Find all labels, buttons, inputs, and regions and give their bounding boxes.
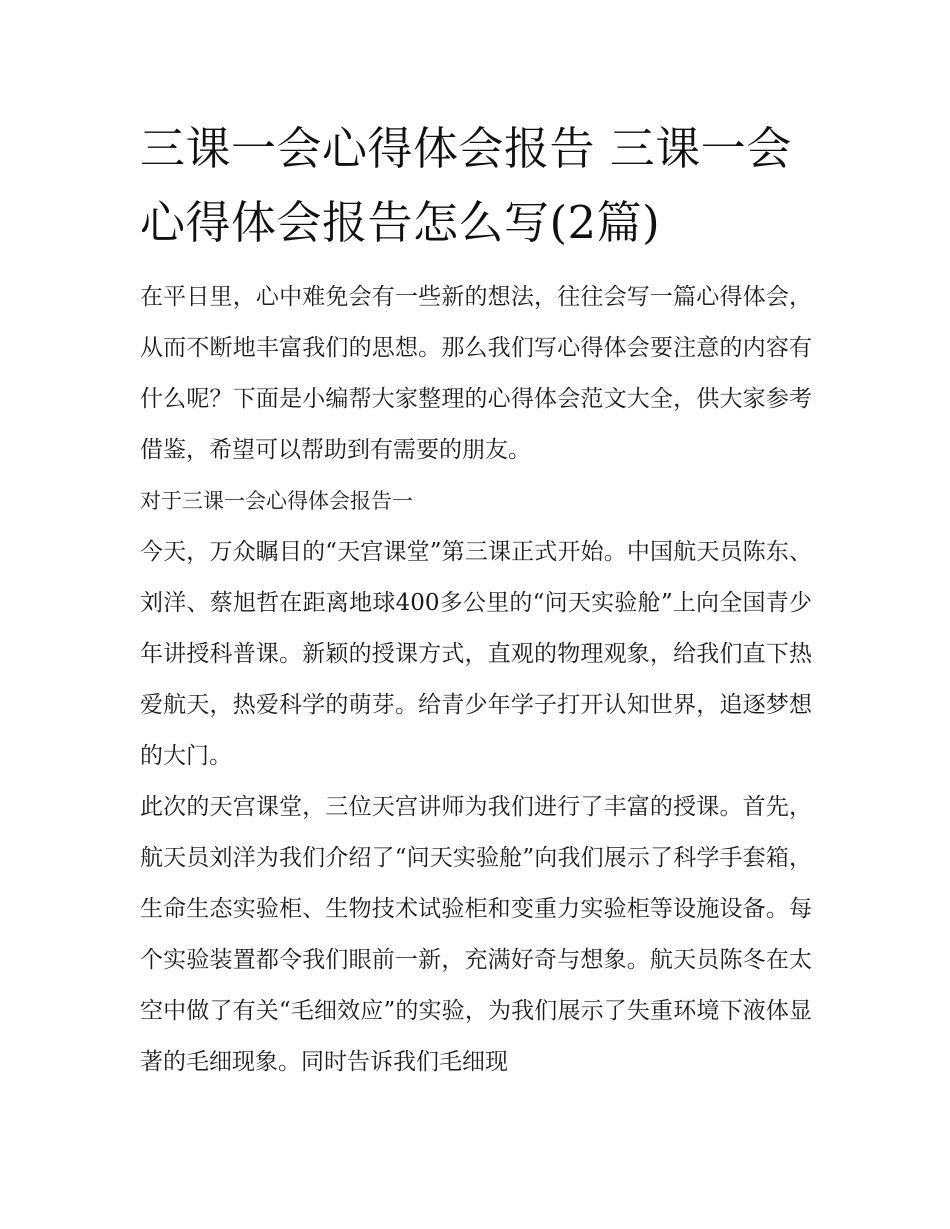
intro-paragraph: 在平日里，心中难免会有一些新的想法，往往会写一篇心得体会，从而不断地丰富我们的思想。那么我们写心得体会要注意的内容有什么呢？下面是小编帮大家整理的心得体会范文大全，供大家参考借鉴，希望可以帮助到有需要的朋友。 <box>140 284 812 463</box>
section-heading: 对于三课一会心得体会报告一 <box>140 489 413 513</box>
document-title: 三课一会心得体会报告 三课一会心得体会报告怎么写(2篇) <box>140 122 792 249</box>
body-paragraph-1: 今天，万众瞩目的“天宫课堂”第三课正式开始。中国航天员陈东、刘洋、蔡旭哲在距离地球400多公里的“问天实验舱”上向全国青少年讲授科普课。新颖的授课方式，直观的物理观象，给我们直下热爱航天，热爱科学的萌芽。给青少年学子打开认知世界，追逐梦想的大门。 <box>140 539 812 769</box>
body-paragraph-2: 此次的天宫课堂，三位天宫讲师为我们进行了丰富的授课。首先，航天员刘洋为我们介绍了“问天实验舱”向我们展示了科学手套箱，生命生态实验柜、生物技术试验柜和变重力实验柜等设施设备。每个实验装置都令我们眼前一新，充满好奇与想象。航天员陈冬在太空中做了有关“毛细效应”的实验，为我们展示了失重环境下液体显著的毛细现象。同时告诉我们毛细现 <box>140 794 812 1075</box>
document-body <box>140 112 812 1088</box>
